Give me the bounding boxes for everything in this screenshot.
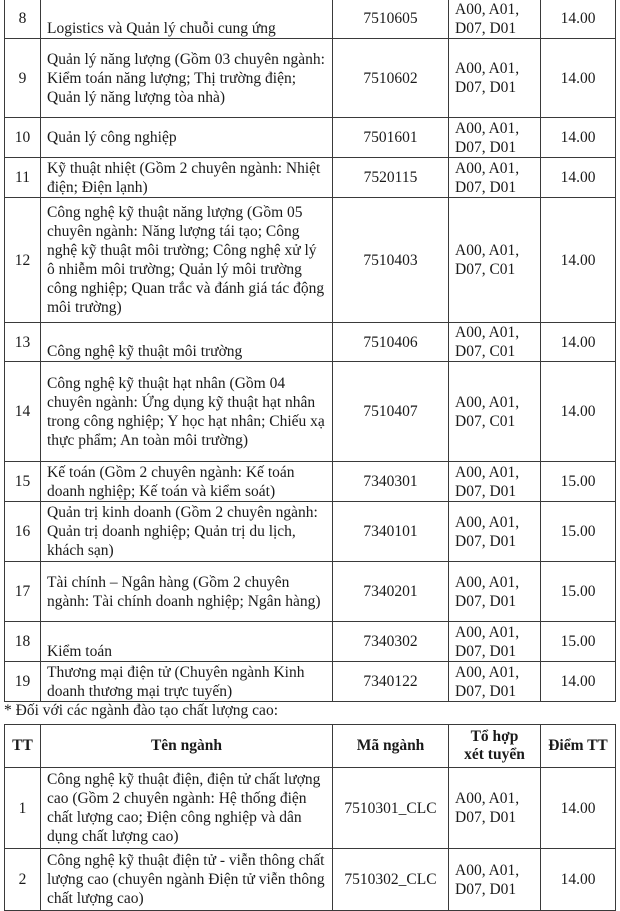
cutoff-score: 14.00 [541, 198, 616, 323]
cutoff-score: 15.00 [541, 622, 616, 662]
high-quality-programs-note: * Đối với các ngành đào tạo chất lượng cao: [4, 702, 278, 719]
table-header-row [5, 725, 616, 768]
row-number: 13 [5, 323, 41, 362]
cutoff-score: 15.00 [541, 562, 616, 622]
admission-scores-table [4, 0, 616, 702]
program-name: Công nghệ kỹ thuật năng lượng (Gồm 05 chuyên ngành: Năng lượng tái tạo; Công nghệ kỹ thuật môi trường; Công nghệ xử lý ô nhiễm môi trường; Quản lý môi trường công nghiệp; Quan trắc và đánh giá tác động môi trường) [41, 198, 333, 323]
program-name: Quản lý công nghiệp [41, 118, 333, 158]
row-number: 12 [5, 198, 41, 323]
subject-combination: A00, A01, D07, C01 [449, 362, 541, 462]
subject-combination: A00, A01, D07, D01 [449, 0, 541, 39]
program-code: 7340201 [333, 562, 449, 622]
table-row [5, 362, 616, 462]
row-number: 19 [5, 662, 41, 702]
subject-combination: A00, A01, D07, D01 [449, 768, 541, 849]
subject-combination: A00, A01, D07, D01 [449, 462, 541, 502]
row-number: 11 [5, 158, 41, 198]
program-code: 7340101 [333, 502, 449, 562]
high-quality-programs-table-body [5, 768, 616, 911]
program-code: 7340302 [333, 622, 449, 662]
program-code: 7510403 [333, 198, 449, 323]
program-name: Quản trị kinh doanh (Gồm 2 chuyên ngành: Quản trị doanh nghiệp; Quản trị du lịch, khách sạn) [41, 502, 333, 562]
cutoff-score: 15.00 [541, 502, 616, 562]
subject-combination: A00, A01, D07, C01 [449, 198, 541, 323]
subject-combination: A00, A01, D07, C01 [449, 323, 541, 362]
cutoff-score: 14.00 [541, 849, 616, 911]
program-code: 7501601 [333, 118, 449, 158]
program-name: Quản lý năng lượng (Gồm 03 chuyên ngành: Kiểm toán năng lượng; Thị trường điện; Quản lý năng lượng tòa nhà) [41, 39, 333, 118]
table-row [5, 768, 616, 849]
row-number: 2 [5, 849, 41, 911]
row-number: 1 [5, 768, 41, 849]
program-name: Kiểm toán [41, 622, 333, 662]
program-name: Kỹ thuật nhiệt (Gồm 2 chuyên ngành: Nhiệt điện; Điện lạnh) [41, 158, 333, 198]
high-quality-programs-table [4, 724, 616, 911]
program-name: Công nghệ kỹ thuật điện tử - viễn thông chất lượng cao (chuyên ngành Điện tử viễn thông chất lượng cao) [41, 849, 333, 911]
table-row [5, 562, 616, 622]
row-number: 14 [5, 362, 41, 462]
table-row [5, 0, 616, 39]
table-row [5, 158, 616, 198]
admission-scores-table-body [5, 0, 616, 702]
subject-combination: A00, A01, D07, D01 [449, 158, 541, 198]
cutoff-score: 14.00 [541, 323, 616, 362]
row-number: 15 [5, 462, 41, 502]
row-number: 16 [5, 502, 41, 562]
program-name: Công nghệ kỹ thuật điện, điện tử chất lượng cao (Gồm 2 chuyên ngành: Hệ thống điện chất lượng cao; Điện công nghiệp và dân dụng chất lượng cao) [41, 768, 333, 849]
cutoff-score: 15.00 [541, 462, 616, 502]
table-row [5, 323, 616, 362]
cutoff-score: 14.00 [541, 158, 616, 198]
header-score: Điểm TT [541, 725, 616, 768]
row-number: 18 [5, 622, 41, 662]
program-code: 7340122 [333, 662, 449, 702]
table-row [5, 39, 616, 118]
header-program-code: Mã ngành [333, 725, 449, 768]
program-name: Logistics và Quản lý chuỗi cung ứng [41, 0, 333, 39]
cutoff-score: 14.00 [541, 662, 616, 702]
program-code: 7510407 [333, 362, 449, 462]
subject-combination: A00, A01, D07, D01 [449, 662, 541, 702]
program-name: Công nghệ kỹ thuật môi trường [41, 323, 333, 362]
table-row [5, 502, 616, 562]
cutoff-score: 14.00 [541, 362, 616, 462]
cutoff-score: 14.00 [541, 118, 616, 158]
subject-combination: A00, A01, D07, D01 [449, 502, 541, 562]
cutoff-score: 14.00 [541, 0, 616, 39]
program-code: 7510602 [333, 39, 449, 118]
row-number: 9 [5, 39, 41, 118]
cutoff-score: 14.00 [541, 39, 616, 118]
program-name: Công nghệ kỹ thuật hạt nhân (Gồm 04 chuyên ngành: Ứng dụng kỹ thuật hạt nhân trong công nghiệp; Y học hạt nhân; Chiếu xạ thực phẩm; An toàn môi trường) [41, 362, 333, 462]
subject-combination: A00, A01, D07, D01 [449, 849, 541, 911]
program-code: 7520115 [333, 158, 449, 198]
table-row [5, 198, 616, 323]
subject-combination: A00, A01, D07, D01 [449, 562, 541, 622]
program-name: Thương mại điện tử (Chuyên ngành Kinh doanh thương mại trực tuyến) [41, 662, 333, 702]
subject-combination: A00, A01, D07, D01 [449, 118, 541, 158]
table-row [5, 849, 616, 911]
table-row [5, 622, 616, 662]
header-subject-combination: Tổ hợp xét tuyển [449, 725, 541, 768]
cutoff-score: 14.00 [541, 768, 616, 849]
table-row [5, 462, 616, 502]
program-code: 7340301 [333, 462, 449, 502]
table-row [5, 662, 616, 702]
row-number: 17 [5, 562, 41, 622]
row-number: 10 [5, 118, 41, 158]
table-row [5, 118, 616, 158]
header-tt: TT [5, 725, 41, 768]
header-program-name: Tên ngành [41, 725, 333, 768]
program-code: 7510605 [333, 0, 449, 39]
subject-combination: A00, A01, D07, D01 [449, 39, 541, 118]
program-code: 7510406 [333, 323, 449, 362]
program-name: Tài chính – Ngân hàng (Gồm 2 chuyên ngành: Tài chính doanh nghiệp; Ngân hàng) [41, 562, 333, 622]
program-name: Kế toán (Gồm 2 chuyên ngành: Kế toán doanh nghiệp; Kế toán và kiểm soát) [41, 462, 333, 502]
program-code: 7510302_CLC [333, 849, 449, 911]
program-code: 7510301_CLC [333, 768, 449, 849]
subject-combination: A00, A01, D07, D01 [449, 622, 541, 662]
row-number: 8 [5, 0, 41, 39]
